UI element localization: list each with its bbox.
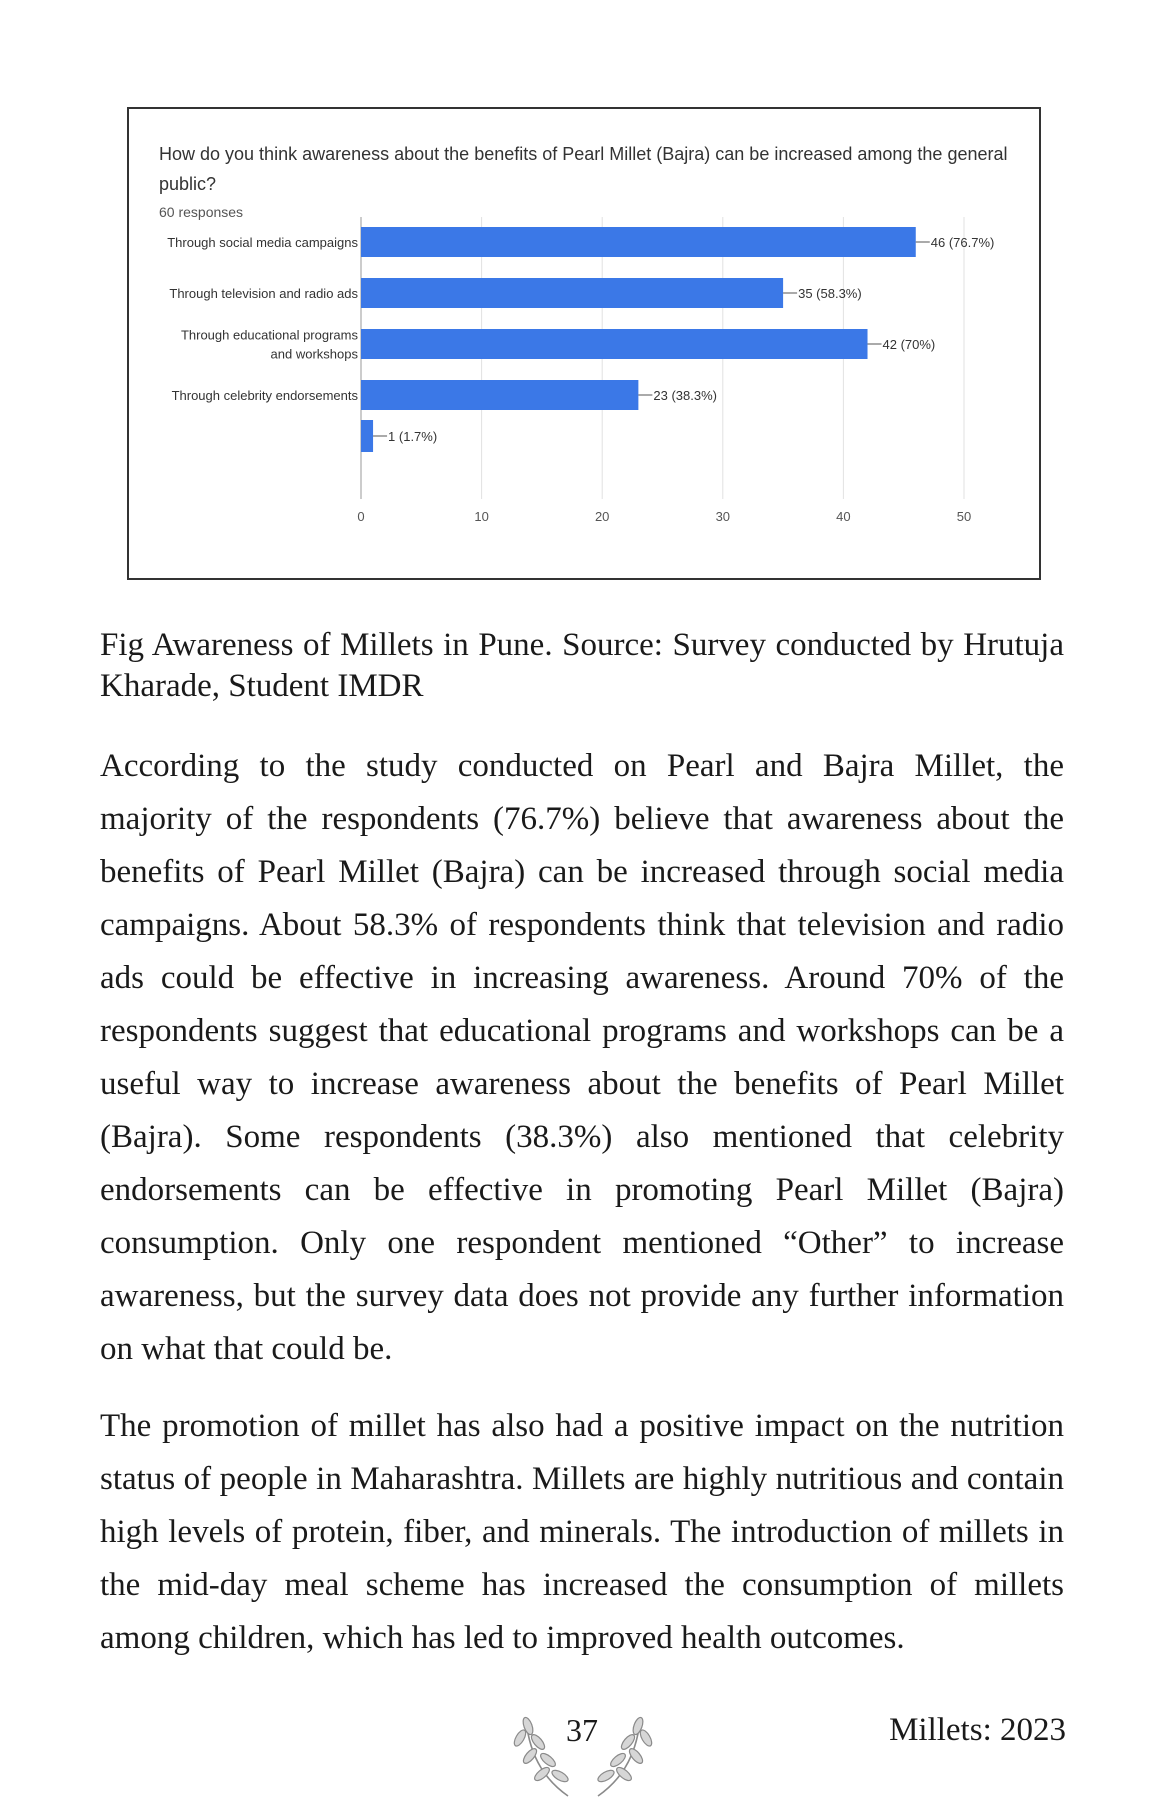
survey-chart [127,107,1041,580]
x-tick-label: 40 [836,509,851,524]
bar-chart-svg [129,109,1039,578]
chart-title: How do you think awareness about the benefits of Pearl Millet (Bajra) can be increased among the general public? [159,144,1008,194]
page-number: 37 [566,1712,598,1748]
bar-1 [361,278,783,308]
category-label: Through educational programs [180,327,358,343]
x-tick-label: 0 [357,509,365,524]
value-label: 42 (70%) [882,337,936,352]
bar-0 [361,227,916,257]
category-label: and workshops [270,346,358,362]
x-tick-label: 20 [594,509,610,524]
value-label: 1 (1.7%) [388,429,438,444]
bar-3 [361,380,638,410]
book-title: Millets: 2023 [889,1712,1066,1748]
bar-2 [361,329,868,359]
category-label: Through celebrity endorsements [171,388,358,403]
x-tick-label: 10 [474,509,489,524]
figure-caption: Fig Awareness of Millets in Pune. Source: Survey conducted by Hrutuja Kharade, Student IMDR [100,627,1064,704]
bar-4 [361,420,373,452]
x-tick-label: 50 [956,509,972,524]
body-paragraph-2: The promotion of millet has also had a positive impact on the nutrition status of people in Maharashtra. Millets are highly nutritious and contain high levels of protein, fiber, and minerals. The introduction of millets in the mid-day meal scheme has increased the consumption of millets among children, which has led to improved health outcomes. [100,1408,1064,1656]
category-label: Through social media campaigns [167,235,358,250]
value-label: 35 (58.3%) [798,286,862,301]
value-label: 23 (38.3%) [653,388,717,403]
x-tick-label: 30 [715,509,731,524]
category-label: Through television and radio ads [169,286,358,301]
chart-response-count: 60 responses [159,204,244,220]
value-label: 46 (76.7%) [930,235,995,250]
body-paragraph-1: According to the study conducted on Pearl and Bajra Millet, the majority of the respondents (76.7%) believe that awareness about the benefits of Pearl Millet (Bajra) can be increased through social media campaigns. About 58.3% of respondents think that television and radio ads could be effective in increasing awareness. Around 70% of the respondents suggest that educational programs and workshops can be a useful way to increase awareness about the benefits of Pearl Millet (Bajra). Some respondents (38.3%) also mentioned that celebrity endorsements can be effective in promoting Pearl Millet (Bajra) consumption. Only one respondent mentioned “Other” to increase awareness, but the survey data does not provide any further information on what that could be. [100,748,1064,1367]
